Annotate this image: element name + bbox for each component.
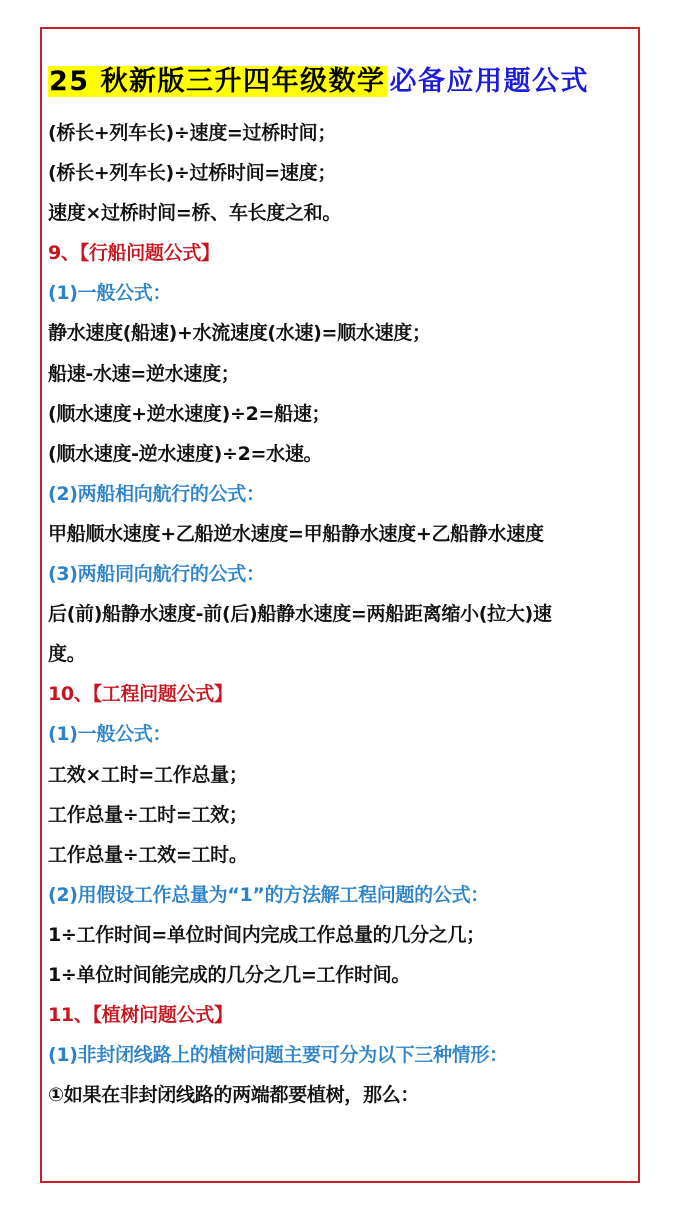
subheading: (2)两船相向航行的公式： (48, 482, 265, 505)
title-blue-part: 必备应用题公式 (389, 66, 589, 97)
formula-content (48, 113, 633, 1115)
formula-line: 后(前)船静水速度-前(后)船静水速度=两船距离缩小(拉大)速 (48, 603, 552, 626)
page-title (48, 62, 589, 102)
formula-line: 船速-水速=逆水速度； (48, 362, 240, 385)
section-heading-boat: 9、【行船问题公式】 (48, 242, 220, 265)
subheading: (1)一般公式： (48, 723, 172, 746)
formula-line: 速度×过桥时间=桥、车长度之和。 (48, 202, 342, 225)
formula-line: 甲船顺水速度+乙船逆水速度=甲船静水速度+乙船静水速度 (48, 522, 544, 545)
formula-line: 工效×工时=工作总量； (48, 763, 248, 786)
section-heading-work: 10、【工程问题公式】 (48, 683, 233, 706)
title-highlighted-part: 25 秋新版三升四年级数学 (49, 66, 386, 97)
formula-line: 工作总量÷工时=工效； (48, 803, 248, 826)
subheading: (1)非封闭线路上的植树问题主要可分为以下三种情形： (48, 1044, 508, 1067)
formula-line: 1÷单位时间能完成的几分之几=工作时间。 (48, 963, 411, 986)
formula-line: 工作总量÷工效=工时。 (48, 843, 248, 866)
formula-line: 度。 (48, 643, 86, 666)
formula-line: ①如果在非封闭线路的两端都要植树，那么： (48, 1084, 420, 1107)
subheading: (2)用假设工作总量为“1”的方法解工程问题的公式： (48, 883, 489, 906)
subheading: (1)一般公式： (48, 282, 172, 305)
formula-line: (桥长+列车长)÷速度=过桥时间； (48, 122, 337, 144)
formula-line: 1÷工作时间=单位时间内完成工作总量的几分之几； (48, 923, 485, 946)
formula-line: (顺水速度+逆水速度)÷2=船速； (48, 402, 331, 425)
formula-line: 静水速度(船速)+水流速度(水速)=顺水速度； (48, 322, 431, 345)
subheading: (3)两船同向航行的公式： (48, 563, 265, 586)
section-heading-tree: 11、【植树问题公式】 (48, 1004, 233, 1027)
formula-line: (桥长+列车长)÷过桥时间=速度； (48, 162, 337, 185)
formula-line: (顺水速度-逆水速度)÷2=水速。 (48, 442, 323, 465)
